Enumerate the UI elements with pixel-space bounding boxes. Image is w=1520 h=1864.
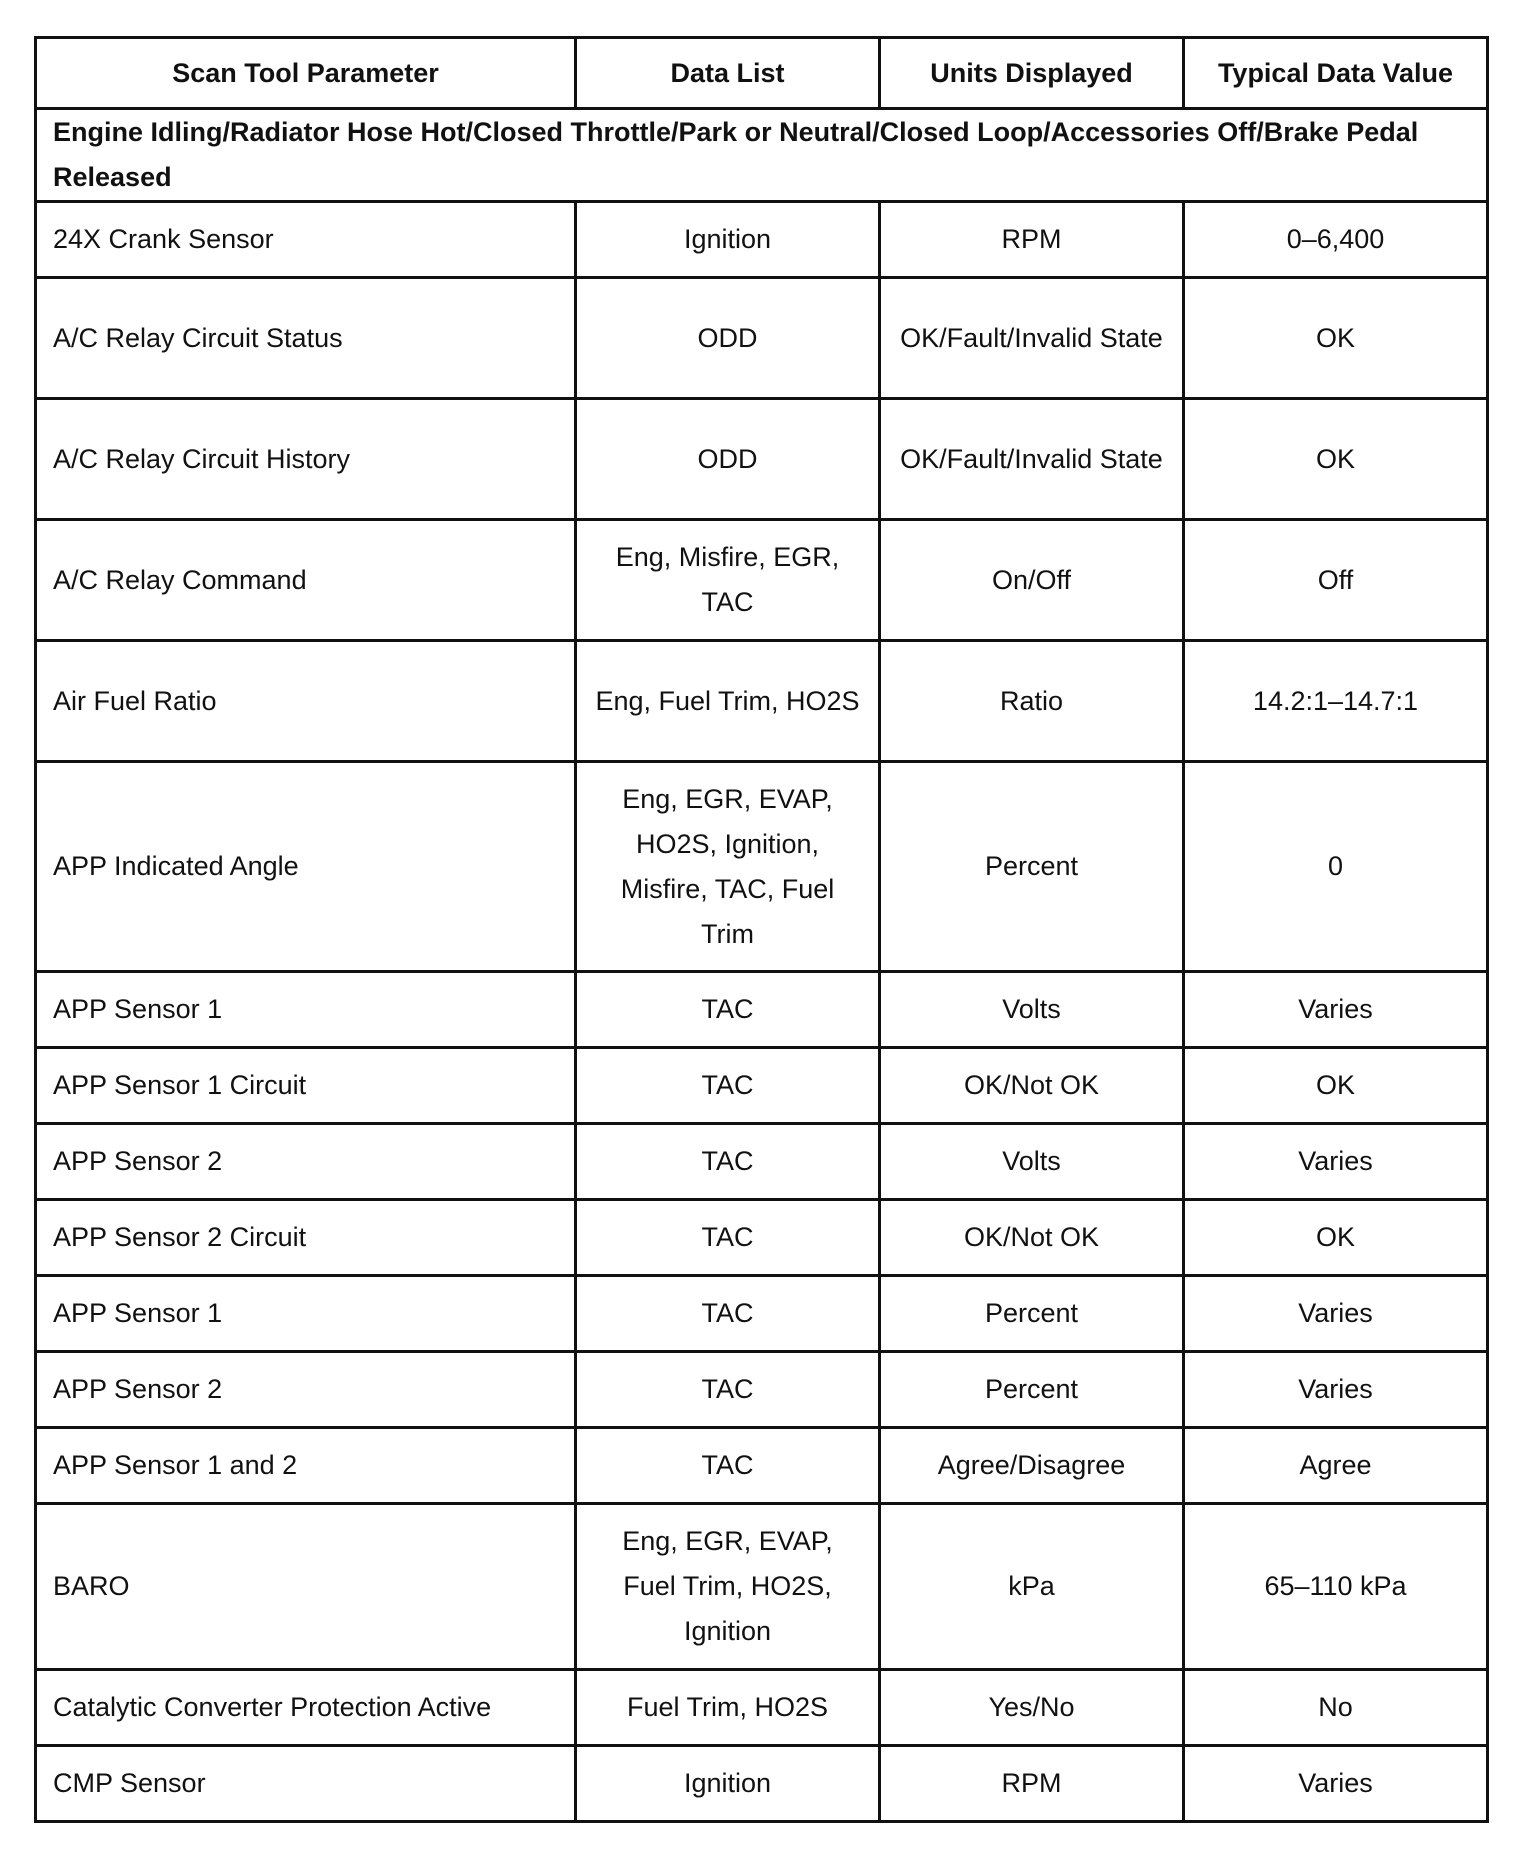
units-cell: RPM [880, 202, 1184, 278]
units-cell: kPa [880, 1504, 1184, 1670]
table-row [36, 1200, 1488, 1276]
table-row [36, 520, 1488, 641]
data-list-cell: Eng, EGR, EVAP, Fuel Trim, HO2S, Ignition [576, 1504, 880, 1670]
header-units-displayed: Units Displayed [880, 38, 1184, 109]
parameter-cell: APP Sensor 1 [36, 1276, 576, 1352]
table-row [36, 641, 1488, 762]
typical-value-cell: Varies [1184, 1352, 1488, 1428]
parameter-cell: BARO [36, 1504, 576, 1670]
table-row [36, 1746, 1488, 1822]
data-list-cell: TAC [576, 1352, 880, 1428]
parameter-cell: CMP Sensor [36, 1746, 576, 1822]
header-typical-data-value: Typical Data Value [1184, 38, 1488, 109]
parameter-cell: APP Sensor 1 [36, 972, 576, 1048]
operating-condition: Engine Idling/Radiator Hose Hot/Closed Throttle/Park or Neutral/Closed Loop/Accessories Off/Brake Pedal Released [36, 109, 1488, 202]
data-list-cell: ODD [576, 399, 880, 520]
units-cell: Agree/Disagree [880, 1428, 1184, 1504]
typical-value-cell: Varies [1184, 1276, 1488, 1352]
typical-value-cell: Varies [1184, 1746, 1488, 1822]
parameter-cell: APP Sensor 2 [36, 1124, 576, 1200]
data-list-cell: TAC [576, 1428, 880, 1504]
table-row [36, 1352, 1488, 1428]
typical-value-cell: Off [1184, 520, 1488, 641]
data-list-cell: Ignition [576, 1746, 880, 1822]
data-list-cell: TAC [576, 1124, 880, 1200]
data-list-cell: Fuel Trim, HO2S [576, 1670, 880, 1746]
units-cell: Ratio [880, 641, 1184, 762]
table-row [36, 202, 1488, 278]
units-cell: RPM [880, 1746, 1184, 1822]
data-list-cell: TAC [576, 1200, 880, 1276]
typical-value-cell: OK [1184, 278, 1488, 399]
units-cell: Percent [880, 1276, 1184, 1352]
parameter-cell: APP Indicated Angle [36, 762, 576, 972]
table-row [36, 278, 1488, 399]
units-cell: Percent [880, 1352, 1184, 1428]
parameter-cell: A/C Relay Circuit History [36, 399, 576, 520]
table-row [36, 1670, 1488, 1746]
typical-value-cell: Varies [1184, 1124, 1488, 1200]
typical-value-cell: 65–110 kPa [1184, 1504, 1488, 1670]
header-row [36, 38, 1488, 109]
parameter-cell: APP Sensor 1 Circuit [36, 1048, 576, 1124]
parameter-cell: APP Sensor 1 and 2 [36, 1428, 576, 1504]
scan-tool-data-table [34, 36, 1489, 1823]
table-row [36, 762, 1488, 972]
table-row [36, 1504, 1488, 1670]
data-list-cell: Eng, EGR, EVAP, HO2S, Ignition, Misfire, TAC, Fuel Trim [576, 762, 880, 972]
typical-value-cell: OK [1184, 1200, 1488, 1276]
typical-value-cell: Agree [1184, 1428, 1488, 1504]
header-scan-tool-parameter: Scan Tool Parameter [36, 38, 576, 109]
typical-value-cell: 0–6,400 [1184, 202, 1488, 278]
units-cell: Volts [880, 972, 1184, 1048]
parameter-cell: A/C Relay Circuit Status [36, 278, 576, 399]
table-row [36, 1276, 1488, 1352]
typical-value-cell: Varies [1184, 972, 1488, 1048]
units-cell: OK/Fault/Invalid State [880, 399, 1184, 520]
data-list-cell: Ignition [576, 202, 880, 278]
units-cell: OK/Not OK [880, 1200, 1184, 1276]
units-cell: Volts [880, 1124, 1184, 1200]
data-list-cell: Eng, Fuel Trim, HO2S [576, 641, 880, 762]
table-row [36, 1048, 1488, 1124]
typical-value-cell: 0 [1184, 762, 1488, 972]
typical-value-cell: No [1184, 1670, 1488, 1746]
units-cell: Percent [880, 762, 1184, 972]
condition-row [36, 109, 1488, 202]
header-data-list: Data List [576, 38, 880, 109]
parameter-cell: Air Fuel Ratio [36, 641, 576, 762]
parameter-cell: APP Sensor 2 Circuit [36, 1200, 576, 1276]
parameter-cell: Catalytic Converter Protection Active [36, 1670, 576, 1746]
units-cell: Yes/No [880, 1670, 1184, 1746]
table-row [36, 1124, 1488, 1200]
parameter-cell: APP Sensor 2 [36, 1352, 576, 1428]
parameter-cell: 24X Crank Sensor [36, 202, 576, 278]
data-list-cell: TAC [576, 972, 880, 1048]
units-cell: On/Off [880, 520, 1184, 641]
units-cell: OK/Fault/Invalid State [880, 278, 1184, 399]
typical-value-cell: OK [1184, 399, 1488, 520]
data-list-cell: TAC [576, 1276, 880, 1352]
units-cell: OK/Not OK [880, 1048, 1184, 1124]
table-row [36, 1428, 1488, 1504]
typical-value-cell: OK [1184, 1048, 1488, 1124]
data-list-cell: Eng, Misfire, EGR, TAC [576, 520, 880, 641]
data-list-cell: ODD [576, 278, 880, 399]
table-row [36, 972, 1488, 1048]
parameter-cell: A/C Relay Command [36, 520, 576, 641]
data-list-cell: TAC [576, 1048, 880, 1124]
typical-value-cell: 14.2:1–14.7:1 [1184, 641, 1488, 762]
table-row [36, 399, 1488, 520]
